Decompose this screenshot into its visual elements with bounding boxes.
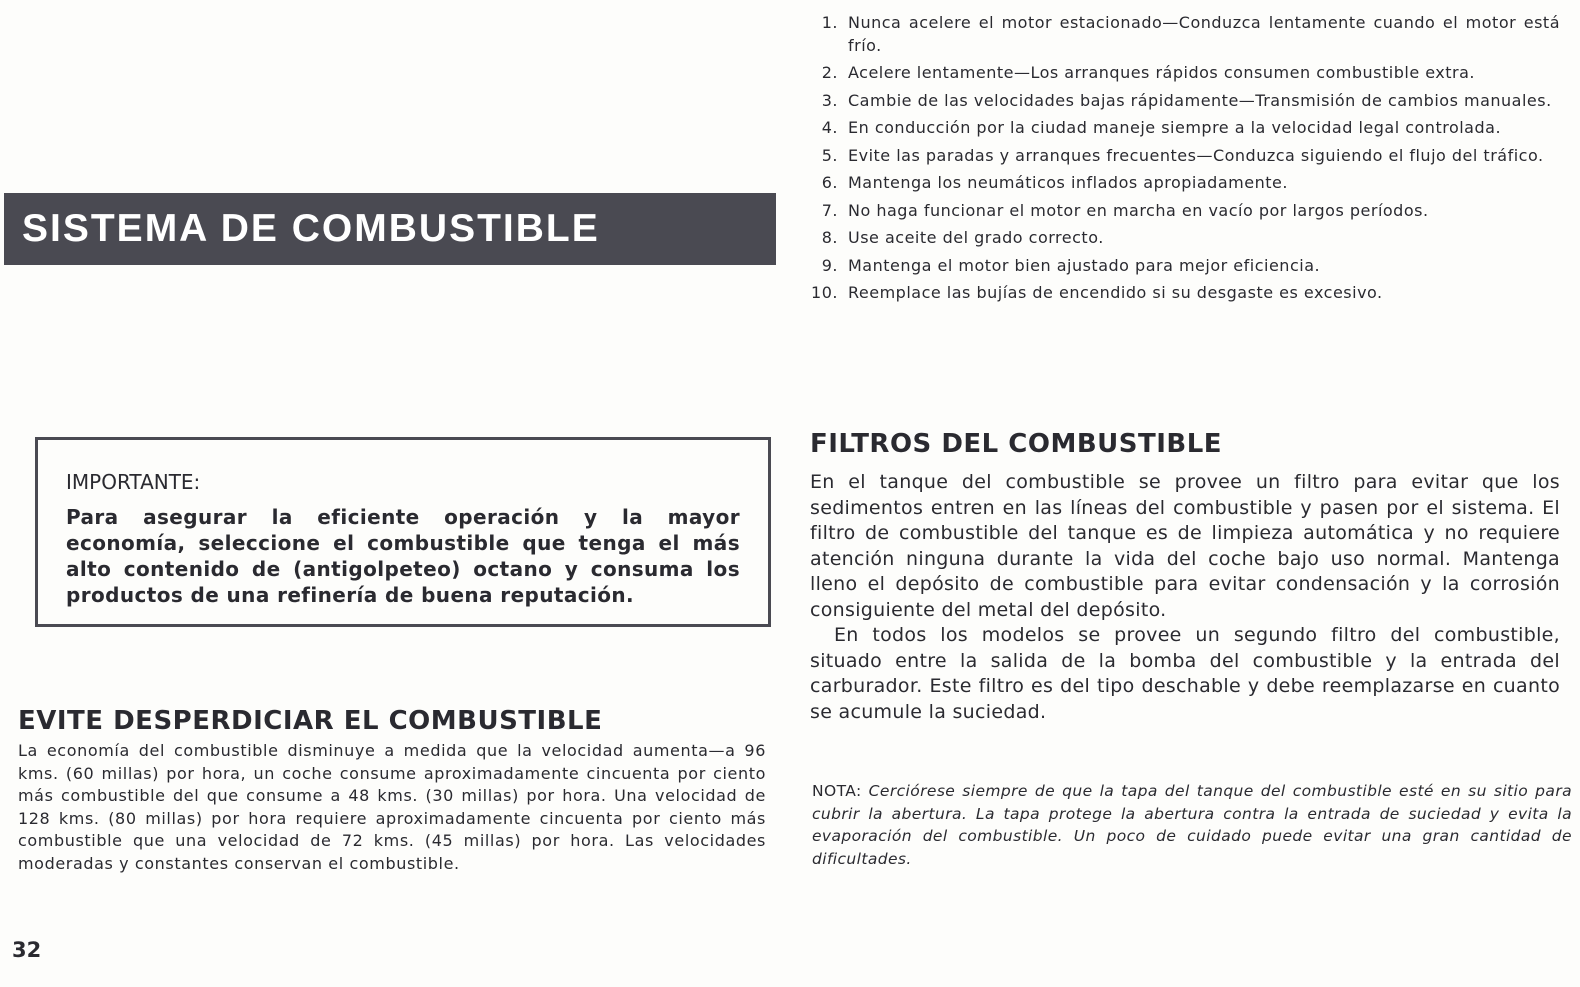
tip-number: 10. [811, 283, 838, 302]
nota-paragraph [812, 780, 1572, 870]
tip-number: 5. [821, 145, 838, 165]
tip-text: Reemplace las bujías de encendido si su desgaste es excesivo. [848, 283, 1383, 302]
list-item [800, 227, 1560, 250]
filtros-paragraph-1: En el tanque del combustible se provee un filtro para evitar que los sedimentos entren en las líneas del combustible y pasen por el sistema. El filtro de combustible del tanque es de limpieza automática y no requiere atención ninguna durante la vida del coche bajo uso normal. Mantenga lleno el depósito de combustible para evitar condensación y la corrosión consiguiente del metal del depósito. [810, 471, 1560, 621]
section-banner [4, 193, 776, 265]
tip-text: Use aceite del grado correcto. [848, 228, 1104, 247]
list-item [800, 12, 1560, 57]
list-item [800, 172, 1560, 195]
tip-text: En conducción por la ciudad maneje siempre a la velocidad legal controlada. [848, 118, 1502, 137]
nota-text: Cerciórese siempre de que la tapa del tanque del combustible esté en su sitio para cubrir la abertura. La tapa protege la abertura contra la entrada de suciedad y evita la evaporación del combustible. Un poco de cuidado puede evitar una gran cantidad de dificultades. [812, 782, 1572, 868]
tips-list [800, 12, 1560, 310]
filtros-paragraph-2: En todos los modelos se provee un segundo filtro del combustible, situado entre la salida de la bomba del combustible y la entrada del carburador. Este filtro es del tipo deschable y debe reemplazarse en cuanto se acumule la suciedad. [810, 624, 1560, 723]
tip-text: Mantenga los neumáticos inflados apropiadamente. [848, 173, 1288, 192]
tip-text: Mantenga el motor bien ajustado para mejor eficiencia. [848, 255, 1321, 275]
list-item [800, 117, 1560, 140]
filtros-heading: FILTROS DEL COMBUSTIBLE [810, 429, 1223, 459]
tip-number: 1. [821, 13, 838, 32]
tip-number: 6. [821, 173, 838, 192]
tip-number: 2. [821, 63, 838, 82]
evite-heading: EVITE DESPERDICIAR EL COMBUSTIBLE [18, 706, 603, 736]
tip-text: Cambie de las velocidades bajas rápidamente—Transmisión de cambios manuales. [848, 90, 1552, 110]
tip-number: 3. [821, 90, 838, 110]
list-item [800, 282, 1560, 305]
tip-number: 8. [821, 228, 838, 247]
tip-text: No haga funcionar el motor en marcha en vacío por largos períodos. [848, 200, 1429, 220]
list-item [800, 200, 1560, 223]
tip-text: Acelere lentamente—Los arranques rápidos consumen combustible extra. [848, 63, 1476, 82]
list-item [800, 62, 1560, 85]
list-item [800, 145, 1560, 168]
evite-paragraph: La economía del combustible disminuye a medida que la velocidad aumenta—a 96 kms. (60 millas) por hora, un coche consume aproximadamente cincuenta por ciento más combustible del que consume a 48 kms. (30 millas) por hora. Una velocidad de 128 kms. (80 millas) por hora requiere aproximadamente cincuenta por ciento más combustible que una velocidad de 72 kms. (45 millas) por hora. Las velocidades moderadas y constantes conservan el combustible. [18, 741, 766, 873]
important-label: IMPORTANTE: [66, 470, 201, 494]
important-box [35, 437, 771, 627]
banner-title: SISTEMA DE COMBUSTIBLE [22, 207, 600, 250]
tip-number: 7. [821, 200, 838, 220]
right-column [800, 0, 1570, 987]
list-item [800, 255, 1560, 278]
list-item [800, 90, 1560, 113]
important-text: Para asegurar la eficiente operación y la mayor economía, seleccione el combustible que tenga el más alto contenido de (antigolpeteo) octano y consuma los productos de una refinería de buena reputación. [66, 505, 740, 607]
nota-label: NOTA: [812, 782, 869, 800]
tip-number: 9. [821, 255, 838, 275]
tip-text: Evite las paradas y arranques frecuentes—Conduzca siguiendo el flujo del tráfico. [848, 145, 1544, 165]
tip-number: 4. [821, 118, 838, 137]
tip-text: Nunca acelere el motor estacionado—Conduzca lentamente cuando el motor está frío. [848, 13, 1560, 55]
page-number: 32 [12, 938, 42, 962]
